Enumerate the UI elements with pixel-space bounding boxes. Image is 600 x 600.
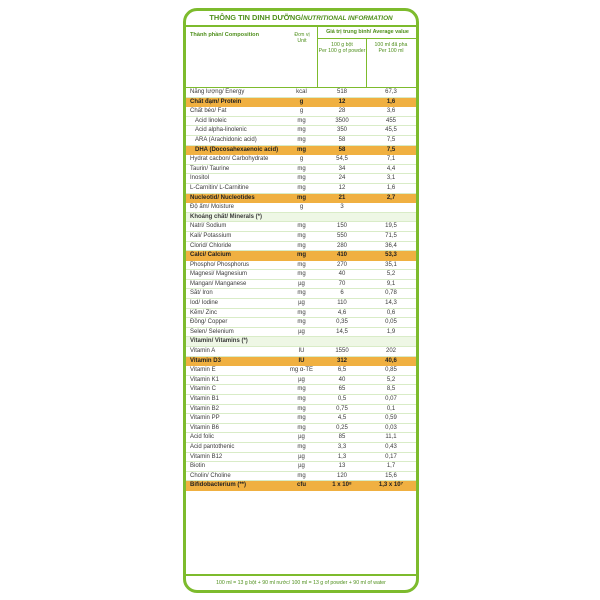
nutrient-name: Độ ẩm/ Moisture [190, 204, 235, 211]
value-per-100g: 120 [336, 472, 347, 479]
value-per-100ml: 8,5 [386, 386, 396, 393]
nutrient-name: Calci/ Calcium [190, 252, 232, 259]
value-per-100g: 24 [338, 175, 346, 182]
value-per-100g: 410 [336, 252, 347, 259]
preparation-note: 100 ml = 13 g bột + 90 ml nước/ 100 ml = 13 g of powder + 90 ml of water [186, 574, 416, 590]
nutrient-name: Kẽm/ Zinc [190, 309, 218, 316]
table-row [186, 337, 416, 347]
nutrient-name: ARA (Arachidonic acid) [195, 136, 257, 143]
nutrient-name: Vitamin C [190, 386, 216, 393]
nutrient-unit: mg [297, 290, 306, 297]
value-per-100ml: 45,5 [385, 127, 397, 134]
value-per-100g: 3 [340, 204, 344, 211]
nutrient-unit: mg [297, 146, 306, 153]
composition-header: Thành phần/ Composition [190, 32, 259, 38]
value-per-100g: 0,35 [336, 319, 348, 326]
nutrient-unit: g [299, 108, 304, 115]
nutrient-name: Iod/ Iodine [190, 300, 219, 307]
value-per-100ml: 0,07 [385, 396, 397, 402]
value-per-100ml: 1,9 [386, 328, 396, 335]
table-row [186, 414, 416, 424]
nutrient-name: Năng lượng/ Energy [190, 89, 245, 95]
table-row [186, 443, 416, 453]
value-per-100g: 6 [340, 290, 344, 297]
title-vi: THÔNG TIN DINH DƯỠNG/ [209, 13, 304, 22]
value-per-100ml: 14,3 [385, 300, 397, 307]
table-row [186, 453, 416, 463]
nutrient-unit: mg [297, 261, 306, 268]
nutrient-name: Chất béo/ Fat [190, 108, 227, 115]
value-per-100ml: 455 [385, 117, 396, 124]
table-row [186, 357, 416, 367]
nutrient-unit: mg [297, 165, 306, 172]
value-per-100ml: 0,59 [385, 415, 397, 422]
value-per-100g: 4,5 [337, 415, 347, 422]
table-row [186, 174, 416, 184]
nutrient-name: Đồng/ Copper [190, 319, 228, 326]
value-per-100ml: 11,1 [385, 434, 397, 441]
value-per-100ml: 35,1 [385, 261, 397, 268]
table-row [186, 366, 416, 376]
value-per-100ml: 4,4 [386, 165, 396, 172]
nutrient-name: Sắt/ Iron [190, 290, 213, 297]
table-row [186, 289, 416, 299]
table-row [186, 462, 416, 472]
table-row [186, 328, 416, 338]
value-per-100g: 350 [336, 127, 347, 134]
nutrient-name: Natri/ Sodium [190, 223, 227, 230]
nutrient-name: Bifidobacterium (**) [190, 482, 247, 489]
nutrition-label [183, 8, 419, 593]
table-row [186, 155, 416, 165]
nutrient-unit: mg [297, 405, 306, 412]
nutrient-name: Clorid/ Chloride [190, 242, 232, 249]
nutrient-unit: mg [297, 252, 306, 259]
nutrient-name: Vitamin/ Vitamins (*) [190, 338, 248, 345]
label-title [186, 11, 416, 27]
value-per-100ml: 5,2 [386, 271, 396, 278]
value-per-100ml: 0,03 [385, 424, 397, 431]
table-row [186, 136, 416, 146]
nutrient-name: Acid alpha-linolenic [195, 127, 247, 134]
nutrient-name: Vitamin K1 [190, 376, 219, 383]
nutrient-unit: cfu [297, 482, 306, 489]
value-per-100ml: 0,1 [386, 405, 396, 412]
nutrient-unit: kcal [296, 89, 307, 95]
table-row [186, 270, 416, 280]
table-row [186, 232, 416, 242]
value-per-100g: 280 [336, 242, 347, 249]
table-row [186, 405, 416, 415]
value-per-100g: 0,25 [336, 424, 348, 431]
table-row [186, 309, 416, 319]
value-per-100g: 3500 [335, 117, 349, 124]
value-per-100ml: 1,7 [386, 463, 396, 470]
value-per-100ml: 0,05 [385, 319, 397, 326]
nutrient-name: Vitamin A [190, 348, 216, 355]
value-per-100ml: 53,3 [385, 252, 397, 259]
table-row [186, 203, 416, 213]
nutrient-unit: mg [297, 194, 306, 201]
value-per-100g: 58 [338, 146, 346, 153]
nutrient-unit: IU [298, 357, 305, 364]
nutrient-unit: mg [297, 319, 306, 326]
value-per-100g: 70 [338, 280, 346, 287]
nutrient-name: Mangan/ Manganese [190, 280, 247, 287]
nutrient-unit: µg [298, 453, 305, 460]
table-row [186, 481, 416, 491]
nutrient-name: Inositol [190, 175, 210, 182]
nutrient-unit: g [299, 204, 304, 211]
value-per-100ml: 7,5 [386, 146, 396, 153]
value-per-100ml: 7,1 [386, 156, 396, 163]
nutrient-unit: g [299, 156, 304, 163]
nutrient-name: Vitamin B6 [190, 424, 219, 431]
value-per-100g: 12 [338, 184, 346, 191]
value-per-100g: 110 [337, 300, 347, 307]
value-per-100ml: 0,85 [385, 367, 397, 374]
nutrient-name: Acid linoleic [195, 117, 227, 124]
value-per-100ml: 15,6 [385, 472, 397, 479]
table-row [186, 385, 416, 395]
nutrient-name: Nucleotid/ Nucleotides [190, 194, 255, 201]
table-header [186, 27, 416, 88]
table-row [186, 299, 416, 309]
average-value-header: Giá trị trung bình/ Average value [317, 27, 417, 39]
table-row [186, 88, 416, 98]
nutrient-unit: µg [298, 280, 305, 287]
nutrient-unit: mg [297, 396, 306, 402]
table-row [186, 280, 416, 290]
value-per-100g: 1550 [335, 348, 349, 355]
table-row [186, 194, 416, 204]
table-row [186, 107, 416, 117]
value-per-100ml: 9,1 [386, 280, 396, 287]
nutrient-unit: mg [297, 271, 306, 278]
value-per-100g: 150 [336, 223, 347, 230]
value-per-100g: 14,5 [336, 328, 348, 335]
nutrient-name: Phospho/ Phosphorus [190, 261, 250, 268]
nutrient-name: Taurin/ Taurine [190, 165, 230, 172]
table-row [186, 472, 416, 482]
nutrient-name: Chất đạm/ Protein [190, 98, 242, 105]
table-row [186, 395, 416, 405]
value-per-100g: 34 [338, 165, 346, 172]
value-per-100g: 28 [338, 108, 346, 115]
nutrient-unit: mg [297, 424, 306, 431]
value-per-100ml: 7,5 [386, 136, 396, 143]
table-row [186, 424, 416, 434]
nutrient-name: Magnesi/ Magnesium [190, 271, 248, 278]
nutrient-unit: µg [298, 300, 305, 307]
nutrient-unit: µg [298, 434, 305, 441]
table-row [186, 242, 416, 252]
per-ml-header: 100 ml đã pha Per 100 ml [374, 42, 408, 55]
value-per-100g: 312 [336, 357, 347, 364]
value-per-100ml: 1,6 [386, 184, 396, 191]
value-per-100g: 518 [336, 89, 347, 95]
value-per-100g: 0,75 [336, 405, 348, 412]
value-per-100ml: 19,5 [385, 223, 397, 230]
value-per-100g: 13 [338, 463, 346, 470]
nutrient-name: Selen/ Selenium [190, 328, 234, 335]
value-per-100ml: 0,6 [386, 309, 396, 316]
nutrient-name: Kali/ Potassium [190, 232, 232, 239]
title-en: NUTRITIONAL INFORMATION [303, 15, 393, 22]
nutrient-table [186, 88, 416, 491]
nutrient-unit: mg [297, 223, 306, 230]
nutrient-unit: mg [297, 127, 306, 134]
table-row [186, 318, 416, 328]
value-per-100g: 58 [338, 136, 346, 143]
table-row [186, 184, 416, 194]
value-per-100ml: 0,78 [385, 290, 397, 297]
nutrient-name: Vitamin PP [190, 415, 220, 422]
table-row [186, 126, 416, 136]
value-per-100ml: 1,6 [386, 98, 396, 105]
table-row [186, 222, 416, 232]
table-row [186, 146, 416, 156]
nutrient-unit: µg [298, 328, 305, 335]
nutrient-unit: mg [297, 184, 306, 191]
table-row [186, 117, 416, 127]
value-per-100g: 3,3 [337, 443, 347, 450]
value-per-100g: 550 [336, 232, 347, 239]
nutrient-unit: mg [297, 232, 306, 239]
nutrient-unit: mg [297, 117, 306, 124]
value-per-100ml: 2,7 [386, 194, 396, 201]
nutrient-unit: µg [298, 376, 305, 383]
nutrient-name: L-Carnitin/ L-Carnitine [190, 184, 249, 191]
nutrient-name: Hydrat cacbon/ Carbohydrate [190, 156, 269, 163]
value-per-100ml: 71,5 [385, 232, 397, 239]
nutrient-unit: mg [297, 175, 306, 182]
value-per-100g: 1 x 10⁸ [332, 482, 352, 489]
value-per-100g: 12 [338, 98, 346, 105]
value-per-100ml: 67,3 [385, 89, 397, 95]
nutrient-unit: µg [298, 463, 305, 470]
value-per-100ml: 3,1 [386, 175, 396, 182]
nutrient-name: Vitamin B2 [190, 405, 219, 412]
value-per-100g: 40 [338, 376, 346, 383]
table-row [186, 261, 416, 271]
value-per-100g: 40 [338, 271, 346, 278]
value-per-100ml: 3,6 [386, 108, 396, 115]
value-per-100ml: 202 [385, 348, 396, 355]
value-per-100ml: 36,4 [385, 242, 397, 249]
value-per-100g: 6,5 [337, 367, 347, 374]
value-per-100g: 270 [336, 261, 347, 268]
value-per-100g: 65 [338, 386, 346, 393]
nutrient-unit: mg α-TE [289, 367, 314, 374]
value-per-100ml: 40,6 [385, 357, 397, 364]
nutrient-name: Cholin/ Choline [190, 472, 231, 479]
table-row [186, 433, 416, 443]
nutrient-name: Acid pantothenic [190, 443, 235, 450]
value-per-100ml: 0,43 [385, 443, 397, 450]
nutrient-unit: mg [297, 472, 306, 479]
per-powder-header: 100 g bột Per 100 g of powder [318, 42, 366, 55]
value-per-100g: 1,3 [337, 453, 347, 460]
nutrient-name: Biotin [190, 463, 206, 470]
value-per-100ml: 5,2 [386, 376, 396, 383]
value-per-100ml: 1,3 x 10⁷ [378, 482, 404, 489]
value-per-100g: 0,5 [337, 396, 347, 402]
nutrient-unit: g [299, 98, 304, 105]
table-row [186, 347, 416, 357]
nutrient-name: Vitamin E [190, 367, 216, 374]
nutrient-name: Vitamin D3 [190, 357, 221, 364]
nutrient-unit: IU [298, 348, 305, 355]
value-per-100g: 21 [338, 194, 346, 201]
nutrient-unit: mg [297, 386, 306, 393]
table-row [186, 213, 416, 223]
nutrient-unit: mg [297, 415, 306, 422]
nutrient-name: DHA (Docosahexaenoic acid) [195, 146, 279, 153]
table-row [186, 165, 416, 175]
nutrient-name: Vitamin B1 [190, 396, 219, 402]
nutrient-unit: mg [297, 242, 306, 249]
table-row [186, 376, 416, 386]
nutrient-unit: mg [297, 136, 306, 143]
table-row [186, 98, 416, 108]
value-per-100ml: 0,17 [385, 453, 397, 460]
nutrient-name: Acid folic [190, 434, 215, 441]
unit-header: Đơn vị Unit [294, 32, 310, 45]
value-per-100g: 4,6 [337, 309, 347, 316]
nutrient-unit: mg [297, 309, 306, 316]
value-per-100g: 54,5 [336, 156, 348, 163]
nutrient-name: Khoáng chất/ Minerals (*) [190, 213, 263, 220]
nutrient-unit: mg [297, 443, 306, 450]
value-per-100g: 85 [338, 434, 346, 441]
nutrient-name: Vitamin B12 [190, 453, 223, 460]
table-row [186, 251, 416, 261]
